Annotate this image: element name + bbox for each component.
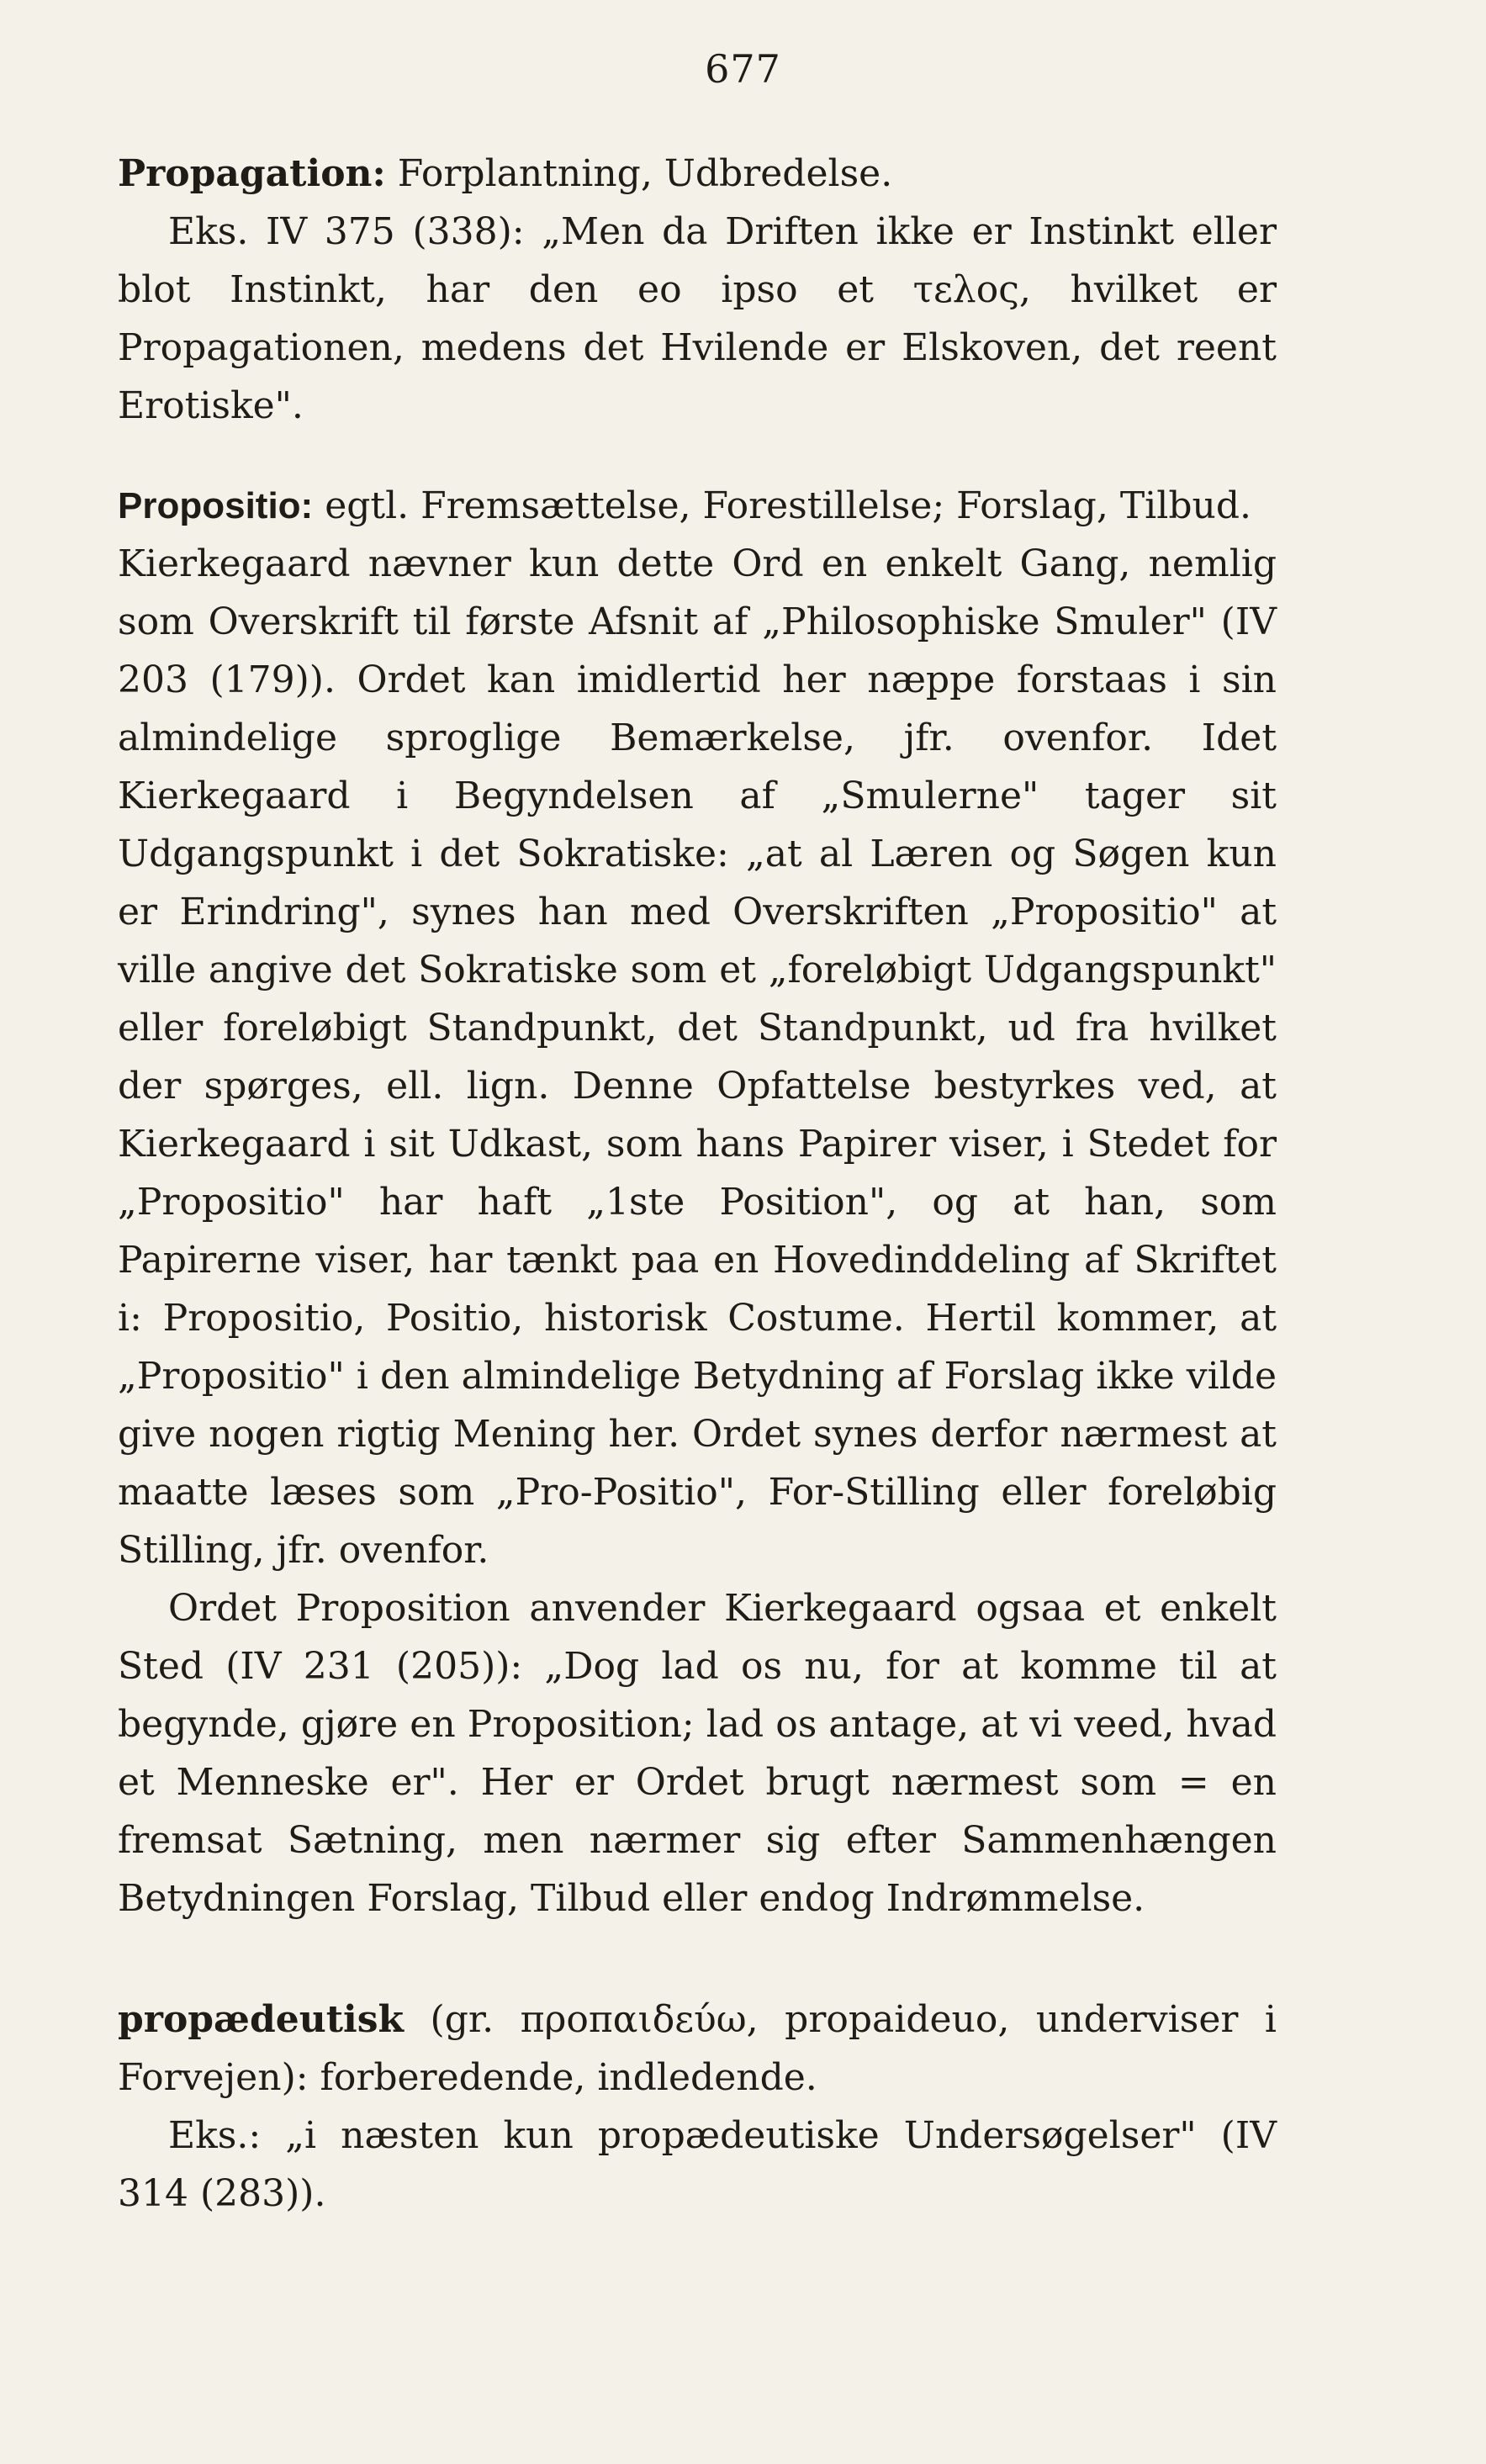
definition-propositio: egtl. Fremsættelse, Forestillelse; Forslag, Tilbud. <box>313 484 1251 527</box>
headword-propagation: Propagation: <box>118 152 386 195</box>
page-number: 677 <box>705 46 781 92</box>
entry-propagation-definition <box>118 145 1277 203</box>
entry-propositio <box>118 477 1277 1927</box>
headword-propositio: Propositio: <box>118 485 314 526</box>
entry-propositio-definition <box>118 477 1277 535</box>
definition-propagation: Forplantning, Udbredelse. <box>385 152 893 195</box>
entry-propagation <box>118 145 1277 435</box>
example-propaedeutisk: Eks.: „i næsten kun propædeutiske Undersøgelser" (IV 314 (283)). <box>118 2114 1277 2215</box>
body2-propositio: Ordet Proposition anvender Kierkegaard ogsaa et enkelt Sted (IV 231 (205)): „Dog lad os nu, for at komme til at begynde, gjøre en Proposition; lad os antage, at vi veed, hvad et Menneske er". Her er Ordet brugt nærmest som = en fremsat Sætning, men nærmer sig efter Sammenhængen Betydningen Forslag, Tilbud eller endog Indrømmelse. <box>118 1587 1277 1920</box>
entry-propaedeutisk-definition <box>118 1991 1277 2107</box>
headword-propaedeutisk: propædeutisk <box>118 1998 405 2041</box>
body-propositio: Kierkegaard nævner kun dette Ord en enkelt Gang, nemlig som Overskrift til første Afsnit af „Philosophiske Smuler" (IV 203 (179)). Ordet kan imidlertid her næppe forstaas i sin almindelige sproglige Bemærkelse, jfr. ovenfor. Idet Kierkegaard i Begyndelsen af „Smulerne" tager sit Udgangspunkt i det Sokratiske: „at al Læren og Søgen kun er Erindring", synes han med Overskriften „Propositio" at ville angive det Sokratiske som et „foreløbigt Udgangspunkt" eller foreløbigt Standpunkt, det Standpunkt, ud fra hvilket der spørges, ell. lign. Denne Opfattelse bestyrkes ved, at Kierkegaard i sit Udkast, som hans Papirer viser, i Stedet for „Propositio" har haft „1ste Position", og at han, som Papirerne viser, har tænkt paa en Hovedinddeling af Skriftet i: Propositio, Positio, historisk Costume. Hertil kommer, at „Propositio" i den almindelige Betydning af Forslag ikke vilde give nogen rigtig Mening her. Ordet synes derfor nærmest at maatte læses som „Pro-Positio", For-Stilling eller foreløbig Stilling, jfr. ovenfor. <box>118 542 1277 1572</box>
entry-propaedeutisk <box>118 1991 1277 2223</box>
definition-propaedeutisk: (gr. προπαιδεύω, propaideuo, underviser i Forvejen): forberedende, indledende. <box>118 1998 1277 2099</box>
example-propagation: Eks. IV 375 (338): „Men da Driften ikke er Instinkt eller blot Instinkt, har den eo ipso et τελος, hvilket er Propagationen, medens det Hvilende er Elskoven, det reent Erotiske". <box>118 210 1277 427</box>
